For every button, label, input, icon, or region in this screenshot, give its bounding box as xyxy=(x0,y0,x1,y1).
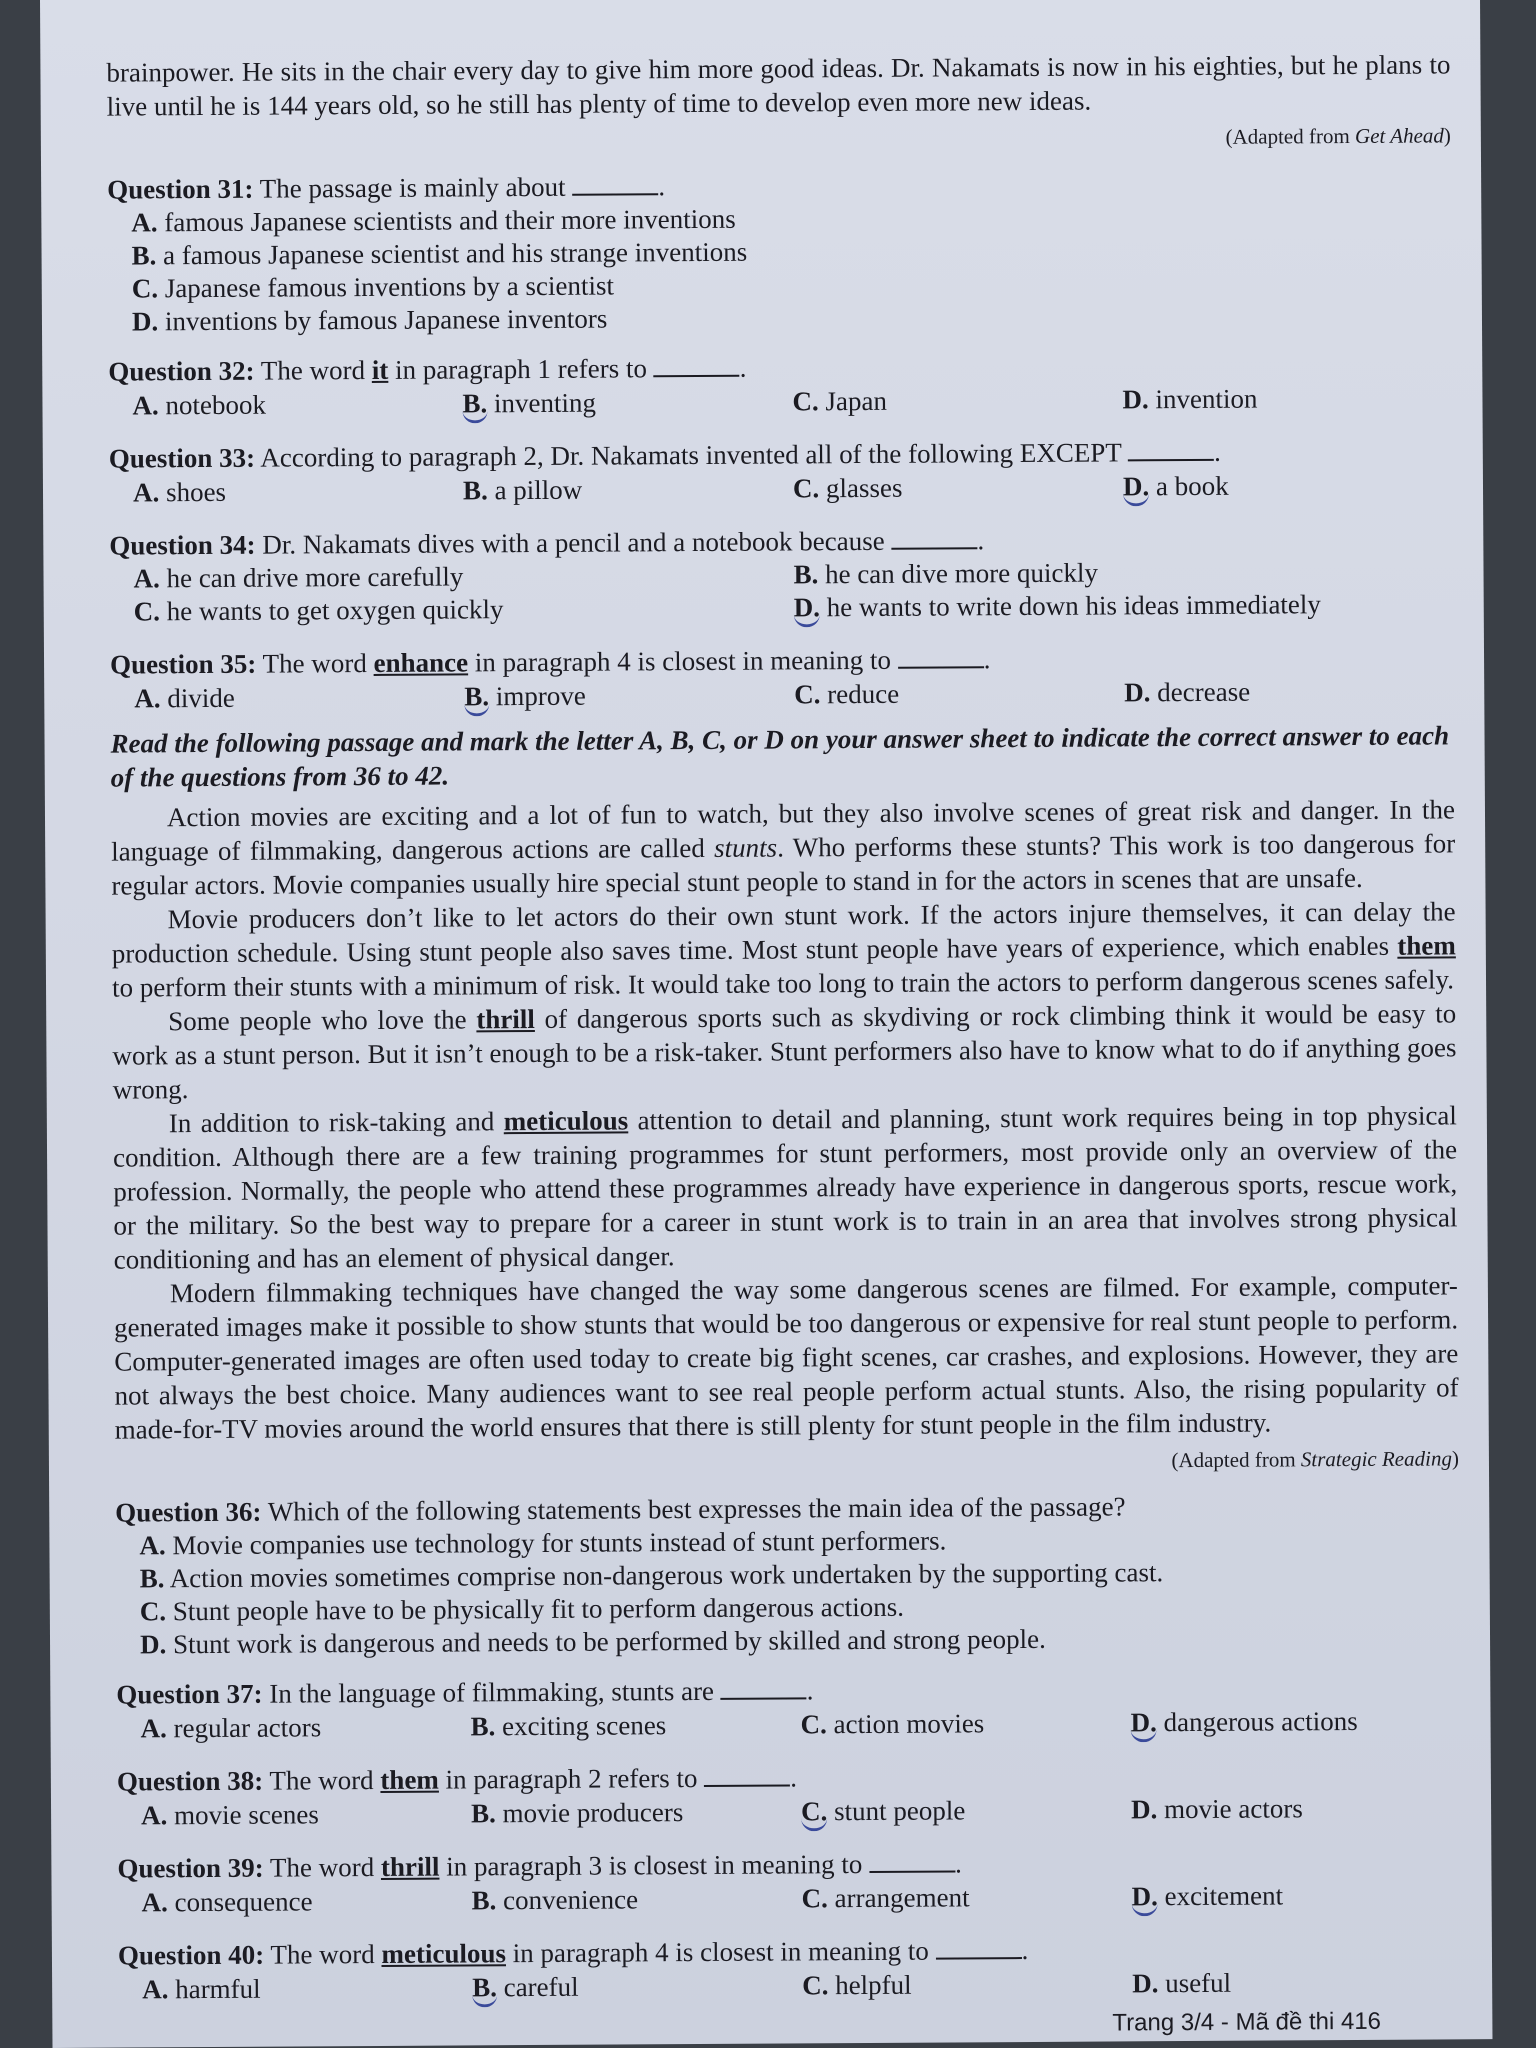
option-b[interactable]: B. exciting scenes xyxy=(470,1710,667,1742)
option-b[interactable]: B. improve xyxy=(464,677,794,716)
question-39-stem: Question 39: The word thrill in paragraph 3 is closest in meaning to . xyxy=(117,1848,962,1884)
source-citation-1: (Adapted from Get Ahead) xyxy=(1225,123,1451,149)
option-c[interactable]: C. glasses xyxy=(792,472,903,504)
question-36-options xyxy=(115,1521,1460,1661)
question-35-stem: Question 35: The word enhance in paragraph 4 is closest in meaning to . xyxy=(109,644,991,680)
intro-paragraph: brainpower. He sits in the chair every day to give him more good ideas. Dr. Nakamats is now in his eighties, but he plans to live until he is 144 years old, so he still has plenty of time to develop even more new ideas. xyxy=(106,49,1451,122)
question-40-options xyxy=(118,1964,1462,2009)
option-d[interactable]: D. Stunt work is dangerous and needs to be performed by skilled and strong people. xyxy=(139,1623,1046,1660)
question-32 xyxy=(108,346,1452,425)
question-33-stem: Question 33: According to paragraph 2, Dr. Nakamats invented all of the following EXCEPT . xyxy=(108,436,1221,474)
option-a[interactable]: A. he can drive more carefully xyxy=(133,561,464,594)
question-34-stem: Question 34: Dr. Nakamats dives with a pencil and a notebook because . xyxy=(109,525,985,561)
option-a[interactable]: A. divide xyxy=(134,682,235,714)
option-c[interactable]: C. Japan xyxy=(792,385,888,417)
option-c[interactable]: C. he wants to get oxygen quickly xyxy=(133,594,504,627)
option-c[interactable]: C. helpful xyxy=(802,1969,912,2001)
question-31-options xyxy=(107,198,1452,338)
option-d[interactable]: D. useful xyxy=(1132,1967,1232,1999)
option-a[interactable]: A. consequence xyxy=(141,1886,313,1918)
option-b[interactable]: B. a pillow xyxy=(462,474,583,506)
option-a[interactable]: A. notebook xyxy=(132,389,267,421)
option-d[interactable]: D. excitement xyxy=(1132,1877,1462,1916)
option-a[interactable]: A. famous Japanese scientists and their more inventions xyxy=(131,203,736,238)
question-38-options xyxy=(117,1790,1461,1835)
option-a[interactable]: A. movie scenes xyxy=(140,1799,319,1831)
reading-passage xyxy=(111,792,1459,1446)
answer-blank xyxy=(898,644,984,669)
option-d[interactable]: D. invention xyxy=(1122,383,1258,415)
passage-paragraph-3: Some people who love the thrill of dangerous sports such as skydiving or rock climbing think it would be easy to work as a stunt person. But it isn’t enough to be a risk-taker. Stunt performers also have to know what to do if anything goes wrong. xyxy=(112,998,1457,1105)
question-34-options xyxy=(109,554,1453,631)
option-a[interactable]: A. harmful xyxy=(142,1973,261,2005)
question-31-stem: Question 31: The passage is mainly about . xyxy=(107,171,666,205)
answer-blank xyxy=(704,1762,790,1787)
question-38 xyxy=(117,1756,1461,1835)
question-33-options xyxy=(109,467,1453,512)
option-d[interactable]: D. inventions by famous Japanese inventors xyxy=(131,303,608,337)
exam-sheet xyxy=(40,0,1492,2048)
option-b[interactable]: B. Action movies sometimes comprise non-dangerous work undertaken by the supporting cast. xyxy=(139,1557,1164,1594)
question-36 xyxy=(115,1487,1460,1661)
answer-blank xyxy=(721,1675,807,1700)
source-citation-2: (Adapted from Strategic Reading) xyxy=(1171,1446,1460,1473)
option-c[interactable]: C. Japanese famous inventions by a scientist xyxy=(131,270,615,304)
question-38-stem: Question 38: The word them in paragraph 2 refers to . xyxy=(116,1762,798,1797)
option-a[interactable]: A. Movie companies use technology for stunts instead of stunt performers. xyxy=(139,1525,947,1561)
answer-blank xyxy=(935,1935,1021,1960)
option-c[interactable]: C. Stunt people have to be physically fit to perform dangerous actions. xyxy=(139,1591,905,1627)
option-b[interactable]: B. movie producers xyxy=(470,1797,684,1829)
page-footer: Trang 3/4 - Mã đề thi 416 xyxy=(1112,2007,1382,2037)
section-instruction: Read the following passage and mark the letter A, B, C, or D on your answer sheet to indicate the correct answer to each of the questions from 36 to 42. xyxy=(110,720,1450,793)
question-40 xyxy=(118,1930,1462,2009)
option-d[interactable]: D. he wants to write down his ideas immediately xyxy=(794,587,1454,627)
option-c[interactable]: C. reduce xyxy=(794,678,900,710)
answer-blank xyxy=(891,525,977,550)
option-b[interactable]: B. he can dive more quickly xyxy=(793,557,1099,590)
option-c[interactable]: C. arrangement xyxy=(801,1882,970,1914)
passage-paragraph-2: Movie producers don’t like to let actors do their own stunt work. If the actors injure themselves, it can delay the production schedule. Using stunt people also saves time. Most stunt people have years of experience, which enables them to perform their stunts with a minimum of risk. It would take too long to train the actors to perform dangerous scenes safely. xyxy=(111,896,1456,1003)
question-31 xyxy=(107,164,1452,338)
question-39-options xyxy=(118,1877,1462,1922)
option-d[interactable]: D. decrease xyxy=(1124,676,1251,708)
question-32-options xyxy=(108,380,1452,425)
question-33 xyxy=(109,433,1453,512)
option-b[interactable]: B. convenience xyxy=(471,1884,639,1916)
passage-paragraph-4: In addition to risk-taking and meticulous attention to detail and planning, stunt work requires being in top physical condition. Although there are a few training programmes for stunt performers, most provide only an overview of the profession. Normally, the people who attend these programmes already have experience in dangerous sports, rescue work, or the military. So the best way to prepare for a career in stunt work is to train in an area that involves strong physical conditioning and has an element of physical danger. xyxy=(112,1100,1458,1275)
question-40-stem: Question 40: The word meticulous in paragraph 4 is closest in meaning to . xyxy=(117,1934,1029,1971)
option-d[interactable]: D. movie actors xyxy=(1130,1793,1303,1825)
option-c[interactable]: C. action movies xyxy=(800,1708,985,1740)
option-b[interactable]: B. careful xyxy=(472,1968,802,2007)
question-37-options xyxy=(116,1703,1460,1748)
question-36-stem: Question 36: Which of the following statements best expresses the main idea of the passage? xyxy=(115,1491,1126,1528)
option-d[interactable]: D. dangerous actions xyxy=(1130,1703,1460,1742)
question-37 xyxy=(116,1669,1460,1748)
option-c[interactable]: C. stunt people xyxy=(801,1792,1131,1831)
passage-paragraph-1: Action movies are exciting and a lot of fun to watch, but they also involve scenes of great risk and danger. In the language of filmmaking, dangerous actions are called stunts. Who performs these stunts? This work is too dangerous for regular actors. Movie companies usually hire special stunt people to stand in for the actors in scenes that are unsafe. xyxy=(111,794,1456,901)
question-34 xyxy=(109,520,1454,631)
option-b[interactable]: B. inventing xyxy=(462,384,792,423)
question-32-stem: Question 32: The word it in paragraph 1 refers to . xyxy=(108,352,747,387)
passage-paragraph-5: Modern filmmaking techniques have changed the way some dangerous scenes are filmed. For example, computer-generated images make it possible to show stunts that would be too dangerous or expensive for real stunt people to perform. Computer-generated images are often used today to create big fight scenes, car crashes, and explosions. However, they are not always the best choice. Many audiences want to see real people perform actual stunts. Also, the rising popularity of made-for-TV movies around the world ensures that there is still plenty for stunt people in the film industry. xyxy=(114,1270,1459,1445)
answer-blank xyxy=(572,171,658,196)
question-35-options xyxy=(110,673,1454,718)
question-39 xyxy=(117,1843,1461,1922)
question-37-stem: Question 37: In the language of filmmaking, stunts are . xyxy=(116,1675,814,1710)
answer-blank xyxy=(1128,437,1214,462)
answer-blank xyxy=(869,1848,955,1873)
option-b[interactable]: B. a famous Japanese scientist and his strange inventions xyxy=(131,236,748,271)
option-a[interactable]: A. shoes xyxy=(132,476,227,508)
option-d[interactable]: D. a book xyxy=(1123,467,1453,506)
answer-blank xyxy=(654,353,740,378)
question-35 xyxy=(110,639,1454,718)
option-a[interactable]: A. regular actors xyxy=(140,1712,322,1744)
